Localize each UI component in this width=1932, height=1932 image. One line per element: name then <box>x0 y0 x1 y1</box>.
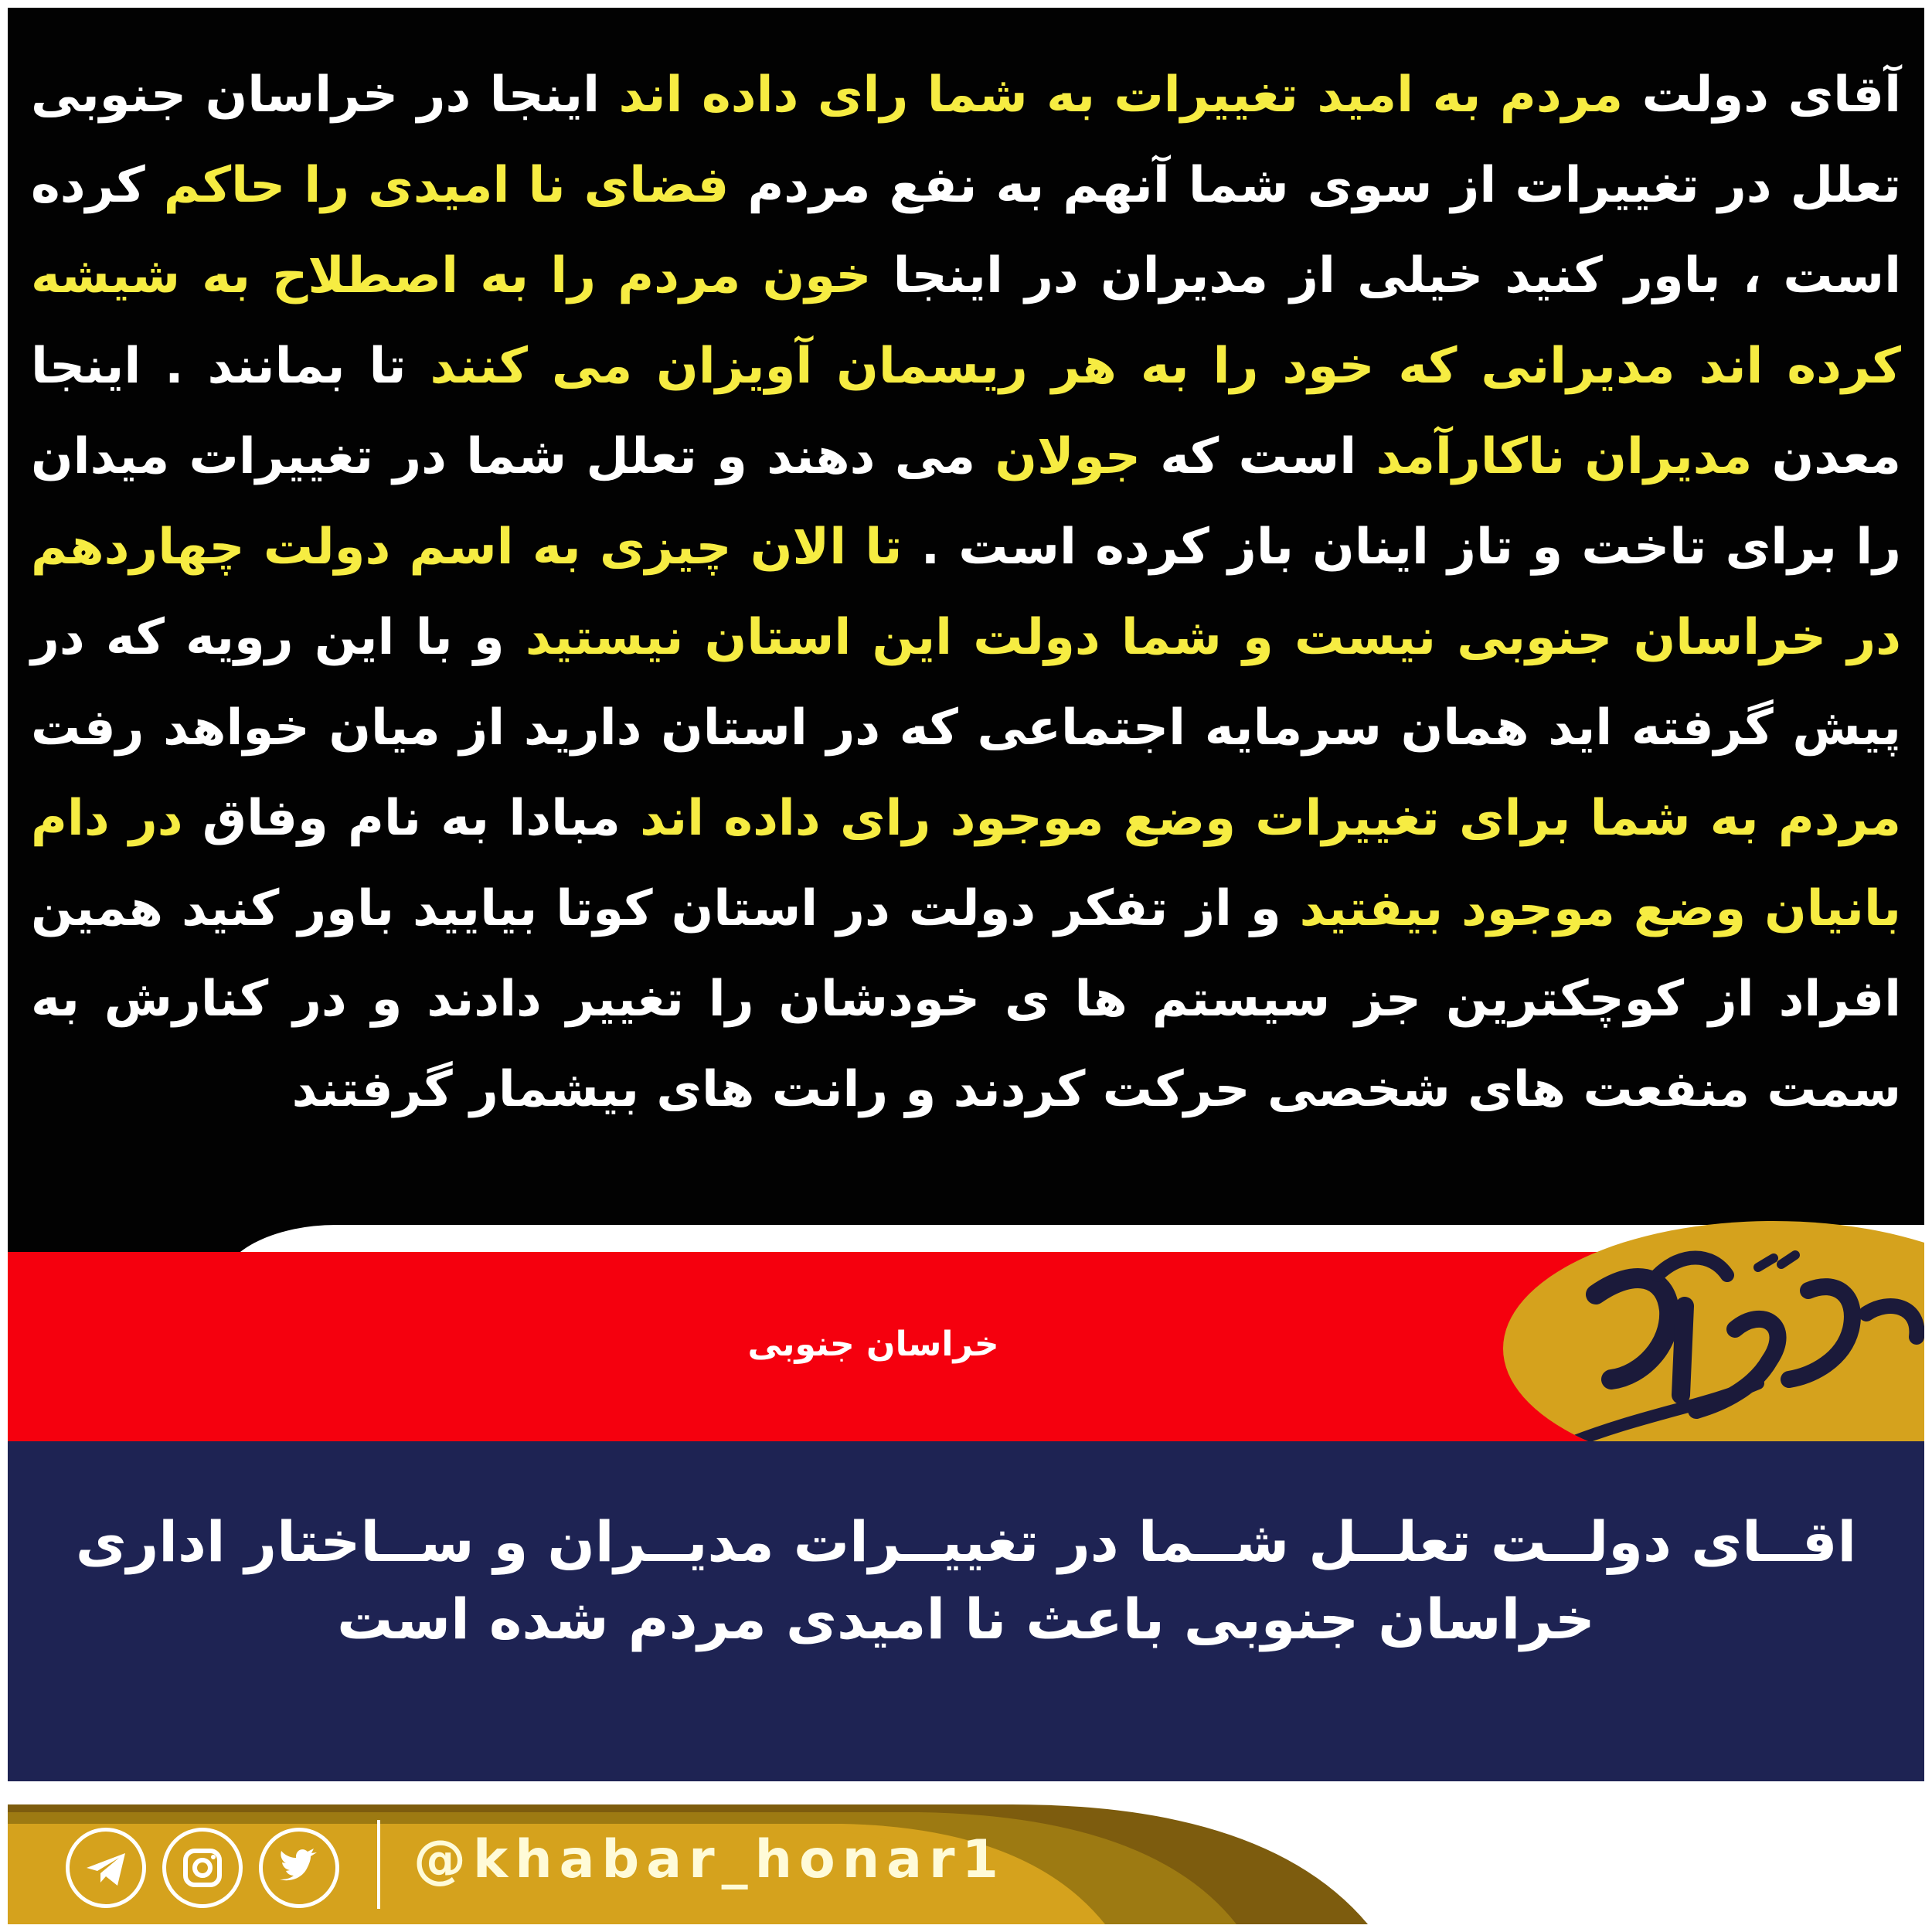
highlight-text: مردم به امید تغییرات به شما رای داده اند <box>618 66 1624 124</box>
highlight-text: مردم به شما برای تغییرات وضع موجود رای داده اند <box>640 790 1902 847</box>
highlight-text: مدیران ناکارآمد <box>1376 428 1753 485</box>
body-text: آقای دولت <box>1623 66 1902 124</box>
social-handle[interactable]: @khabar_honar1 <box>413 1829 1005 1890</box>
highlight-text: فضای نا امیدی را حاکم <box>163 157 730 214</box>
region-label: خراسان جنوبی <box>747 1325 999 1364</box>
highlight-text: جولان <box>995 428 1141 485</box>
body-text: تا بمانند . اینجا معدن <box>31 338 1902 485</box>
twitter-icon[interactable] <box>259 1828 339 1908</box>
instagram-icon[interactable] <box>162 1828 243 1908</box>
highlight-text: تا الان چیزی به اسم دولت چهاردهم در خراسان جنوبی نیست و شما دولت این استان نیستید <box>31 519 1901 666</box>
highlight-text: خون مردم را به اصطلاح به شیشه کرده اند مدیرانی که خود را به هر ریسمان آویزان می کنند <box>31 247 1902 395</box>
telegram-icon[interactable] <box>66 1828 146 1908</box>
body-text: مبادا به نام وفاق <box>182 790 641 847</box>
body-text: است که <box>1140 428 1376 485</box>
headline-line-2: خراسان جنوبی باعث نا امیدی مردم شده است <box>337 1587 1595 1651</box>
body-text: کرده است ، باور کنید خیلی از مدیران در اینجا <box>31 157 1902 304</box>
body-text: می دهند و تعلل شما در تغییرات میدان را برای تاخت و تاز اینان باز کرده است . <box>31 428 1902 576</box>
body-text: و با این رویه که در پیش گرفته اید همان سرمایه اجتماعی که در استان دارید از میان خواهد رفت <box>31 609 1901 757</box>
footer-shape <box>8 8 1924 1924</box>
headline-line-1: اقــای دولــت تعلــل شــما در تغییــرات مدیــران و ســاختار اداری <box>75 1509 1857 1574</box>
body-text: و از تفکر دولت در استان کوتا بیایید باور کنید همین افراد از کوچکترین جز سیستم ها ی خودشان را تغییر دادند و در کنارش به سمت منفعت های شخصی حرکت کردند و رانت های بیشمار گرفتند <box>31 880 1901 1118</box>
highlight-text: در دام بانیان وضع موجود بیفتید <box>31 790 1902 937</box>
post-card <box>8 8 1924 1924</box>
body-text: اینجا در خراسان جنوبی تعلل در تغییرات از سوی شما آنهم به نفع مردم <box>31 66 1902 214</box>
